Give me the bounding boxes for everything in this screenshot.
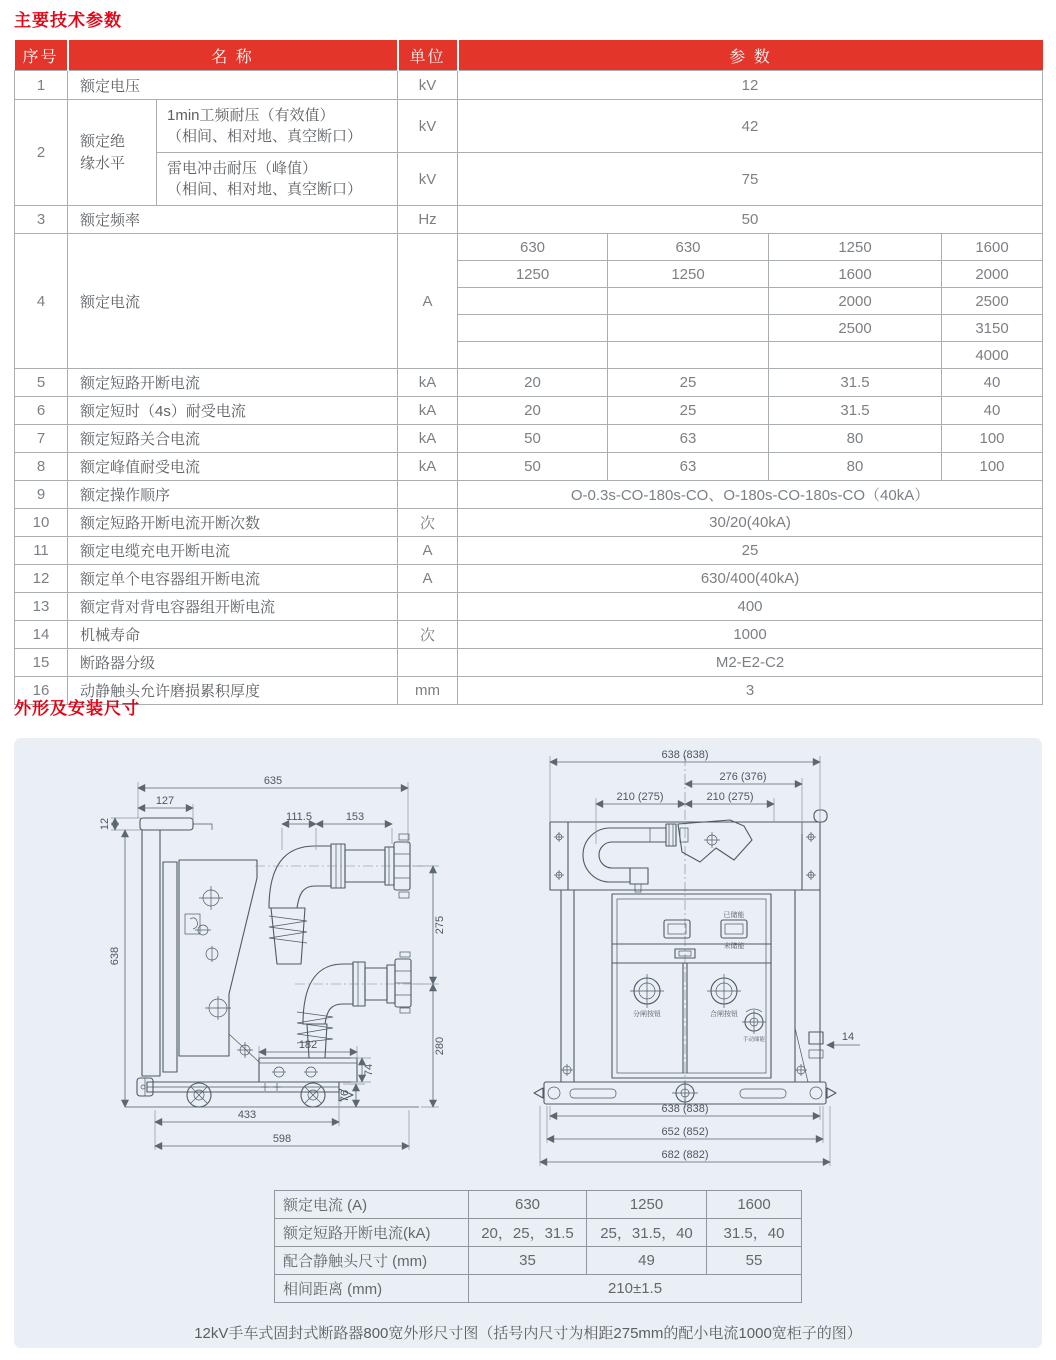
cell-label: 额定电流 (A) [275,1191,469,1219]
header-no: 序号 [15,40,68,71]
dim-280: 280 [434,1036,446,1056]
cell-value: 31.5 [769,397,942,425]
cell-unit: kA [398,369,458,397]
cell-no: 5 [15,369,68,397]
table-row [15,677,1043,705]
right-wall [795,890,820,1082]
cell-name: 额定电缆充电开断电流 [68,537,398,565]
table-row [15,509,1043,537]
cell-group [68,100,157,206]
cell-unit [398,649,458,677]
cell-value: 31.5，40 [707,1219,802,1247]
cell-name: 额定短时（4s）耐受电流 [68,397,398,425]
left-wall [561,890,574,1082]
cell-value: 20，25，31.5 [469,1219,587,1247]
cell-no: 11 [15,537,68,565]
table-row [15,206,1043,234]
table-row [15,425,1043,453]
cell-value: O-0.3s-CO-180s-CO、O-180s-CO-180s-CO（40kA） [458,481,1043,509]
dim-12: 12 [99,817,111,831]
cell-value: 35 [469,1247,587,1275]
cell-value: 3 [458,677,1043,705]
label-uncharged: 未储能 [723,943,745,950]
section-title-parameters: 主要技术参数 [14,11,122,30]
cell-unit: 次 [398,509,458,537]
cell-no: 7 [15,425,68,453]
cell-value: 20 [458,369,608,397]
u-conductor-inner [599,842,650,868]
cell-value: 49 [587,1247,707,1275]
cell-value [608,342,769,369]
cell-no: 13 [15,593,68,621]
frame-column-a [142,830,160,1076]
cell-value: 100 [942,425,1043,453]
table-row [15,234,1043,261]
cell-unit: kA [398,397,458,425]
flange-lip [193,824,212,830]
cell-value: 630 [469,1191,587,1219]
cell-value: 630 [458,234,608,261]
cell-unit: kV [398,153,458,206]
name-line2: （相间、相对地、真空断口） [167,181,363,198]
cell-name: 额定电流 [68,234,398,369]
cell-value: 20 [458,397,608,425]
cell-value [608,315,769,342]
conductor-foot [630,868,648,884]
cell-unit: Hz [398,206,458,234]
dim-598: 598 [272,1133,292,1145]
cell-no: 2 [15,100,68,206]
group-line2: 缘水平 [80,154,126,172]
dim-127: 127 [155,795,175,807]
cell-unit: kA [398,425,458,453]
cell-unit [398,481,458,509]
cell-value [769,342,942,369]
cell-value: 50 [458,453,608,481]
upper-bellows [269,916,307,943]
cell-name: 额定频率 [68,206,398,234]
u-conductor-outer [583,828,650,882]
label-open-button: 分闸按钮 [633,1011,661,1018]
table-row [15,649,1043,677]
cell-value: 1000 [458,621,1043,649]
upper-pole-elbow [269,846,331,908]
cell-value: 25，31.5，40 [587,1219,707,1247]
dim-76: 76 [339,1089,351,1103]
cell-value: 55 [707,1247,802,1275]
cell-value [608,288,769,315]
header-param: 参 数 [458,40,1043,71]
cell-value: 50 [458,425,608,453]
cell-value: 63 [608,425,769,453]
dim-635: 635 [263,775,283,787]
conductor-coupler [666,824,676,846]
table-row [275,1219,802,1247]
drawing-panel [14,738,1042,1348]
dim-111-5: 111.5 [286,811,312,823]
table-row [15,397,1043,425]
cell-name: 额定短路关合电流 [68,425,398,453]
cell-unit: A [398,565,458,593]
side-tab [809,1032,823,1044]
cell-value: 3150 [942,315,1043,342]
name-line1: 雷电冲击耐压（峰值） [167,160,318,177]
cell-name [157,153,398,206]
cell-value: 25 [608,369,769,397]
cell-name: 额定峰值耐受电流 [68,453,398,481]
cell-value: 2000 [769,288,942,315]
cell-value: 4000 [942,342,1043,369]
cell-name: 额定背对背电容器组开断电流 [68,593,398,621]
dim-74: 74 [363,1063,375,1077]
cell-value: 30/20(40kA) [458,509,1043,537]
frame-bracket [179,860,257,1056]
table-row [15,537,1043,565]
cell-value: 75 [458,153,1043,206]
table-row [275,1275,802,1303]
cell-value: 80 [769,425,942,453]
cell-value: 1600 [707,1191,802,1219]
cell-value: 2500 [769,315,942,342]
cell-no: 16 [15,677,68,705]
cell-value: 40 [942,397,1043,425]
dim-bottom-3: 682 (882) [661,1149,709,1161]
dim-638: 638 [109,946,121,966]
table-row [15,453,1043,481]
table-row [15,100,1043,153]
dim-side-14: 14 [841,1031,855,1043]
cell-value: 400 [458,593,1043,621]
cell-value: 100 [942,453,1043,481]
dim-mid-width: 276 (376) [719,771,767,783]
cell-value: 630 [608,234,769,261]
cell-label: 相间距离 (mm) [275,1275,469,1303]
name-line1: 1min工频耐压（有效值） [167,107,335,124]
label-manual-charge: 手动储能 [742,1037,766,1043]
cell-value: 630/400(40kA) [458,565,1043,593]
current-selection-table [274,1190,802,1303]
dim-pitch-right: 210 (275) [706,791,754,803]
cell-value: 31.5 [769,369,942,397]
section-title-dimensions: 外形及安装尺寸 [14,699,140,718]
cell-value [458,315,608,342]
cell-value: M2-E2-C2 [458,649,1043,677]
dim-275: 275 [434,915,446,935]
cell-unit: kV [398,71,458,100]
name-line2: （相间、相对地、真空断口） [167,128,363,145]
header-unit: 单位 [398,40,458,71]
cell-no: 9 [15,481,68,509]
cell-value: 1250 [587,1191,707,1219]
table-row [15,621,1043,649]
cell-value [458,342,608,369]
cell-no: 3 [15,206,68,234]
cell-no: 12 [15,565,68,593]
cell-unit: kV [398,100,458,153]
table-row [15,481,1043,509]
drawing-caption: 12kV手车式固封式断路器800宽外形尺寸图（括号内尺寸为相距275mm的配小电流1000宽柜子的图） [194,1325,862,1342]
cell-unit: kA [398,453,458,481]
cell-unit: mm [398,677,458,705]
cell-name: 机械寿命 [68,621,398,649]
cell-value: 12 [458,71,1043,100]
cell-unit [398,593,458,621]
cell-no: 6 [15,397,68,425]
dim-bottom-2: 652 (852) [661,1126,709,1138]
cell-value: 1250 [458,261,608,288]
label-close-button: 合闸按钮 [710,1011,738,1018]
cell-label: 额定短路开断电流(kA) [275,1219,469,1247]
dim-pitch-left: 210 (275) [616,791,664,803]
group-line1: 额定绝 [80,132,126,150]
cell-value: 42 [458,100,1043,153]
cell-value: 25 [458,537,1043,565]
cell-name: 断路器分级 [68,649,398,677]
main-spec-table [14,40,1043,705]
cell-name: 额定操作顺序 [68,481,398,509]
cell-value: 1600 [769,261,942,288]
dim-bottom-1: 638 (838) [661,1103,709,1115]
table-row [15,71,1043,100]
table-row [15,593,1043,621]
label-charged: 已储能 [723,912,745,919]
table-row [15,565,1043,593]
pole-base-plate [259,1058,357,1082]
side-view-drawing [99,766,529,1191]
table-row [15,369,1043,397]
lifting-lug [814,810,827,822]
cell-value: 1250 [769,234,942,261]
cell-name: 额定单个电容器组开断电流 [68,565,398,593]
cell-unit: 次 [398,621,458,649]
cell-unit: A [398,234,458,369]
cell-value: 25 [608,397,769,425]
table-header-row [15,40,1043,71]
cell-name [157,100,398,153]
cell-value: 1600 [942,234,1043,261]
cell-label: 配合静触头尺寸 (mm) [275,1247,469,1275]
dim-182: 182 [298,1039,318,1051]
cell-name: 额定电压 [68,71,398,100]
cell-value: 50 [458,206,1043,234]
header-name: 名 称 [68,40,398,71]
cell-value: 40 [942,369,1043,397]
cell-no: 8 [15,453,68,481]
interlock-latch [678,820,752,862]
cell-value: 2500 [942,288,1043,315]
cell-no: 10 [15,509,68,537]
top-flange [140,818,193,830]
table-row [275,1191,802,1219]
cell-no: 4 [15,234,68,369]
cell-value: 2000 [942,261,1043,288]
cell-unit: A [398,537,458,565]
dim-top-width: 638 (838) [661,749,709,761]
cell-no: 1 [15,71,68,100]
cell-value [458,288,608,315]
frame-column-b [163,862,177,1072]
cell-value: 80 [769,453,942,481]
cell-name: 动静触头允许磨损累积厚度 [68,677,398,705]
lower-pole-elbow [303,964,353,1024]
cell-no: 14 [15,621,68,649]
upper-pole-body [271,908,305,964]
cell-name: 额定短路开断电流开断次数 [68,509,398,537]
cell-name: 额定短路开断电流 [68,369,398,397]
cell-value: 1250 [608,261,769,288]
front-view-drawing [530,748,890,1188]
cell-no: 15 [15,649,68,677]
cell-value: 210±1.5 [469,1275,802,1303]
cell-value: 63 [608,453,769,481]
dim-433: 433 [237,1109,257,1121]
table-row [15,153,1043,206]
table-row [275,1247,802,1275]
dim-153: 153 [345,811,365,823]
